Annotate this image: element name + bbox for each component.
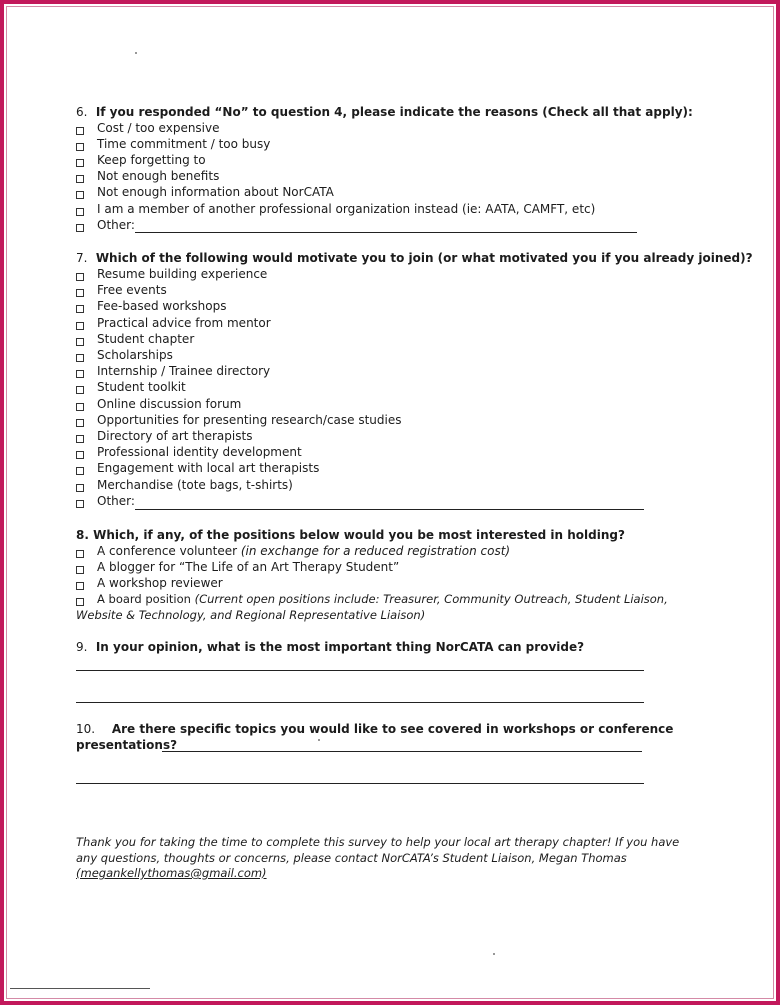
closing-line-2: any questions, thoughts or concerns, please contact NorCATA’s Student Liaison, Megan Thomas xyxy=(76,851,627,865)
option-q6-benefits: Not enough benefits xyxy=(97,169,220,183)
option-q7-toolkit: Student toolkit xyxy=(97,380,186,394)
option-q6-time: Time commitment / too busy xyxy=(97,137,271,151)
question-7 xyxy=(76,251,753,265)
q9-answer-line-2[interactable] xyxy=(76,702,644,703)
checkbox-q6-time[interactable] xyxy=(76,143,84,151)
q6-other-line[interactable] xyxy=(135,232,637,233)
checkbox-q7-presenting[interactable] xyxy=(76,419,84,427)
checkbox-q8-blogger[interactable] xyxy=(76,566,84,574)
checkbox-q7-directory[interactable] xyxy=(76,435,84,443)
option-q6-other: Other: xyxy=(97,218,135,232)
checkbox-q7-workshops[interactable] xyxy=(76,305,84,313)
checkbox-q7-student-chapter[interactable] xyxy=(76,338,84,346)
option-q8-board-note-cont: Website & Technology, and Regional Representative Liaison) xyxy=(76,608,426,622)
option-q8-volunteer-note: (in exchange for a reduced registration cost) xyxy=(240,544,511,558)
question-7-text: Which of the following would motivate you to join (or what motivated you if you already joined)? xyxy=(95,251,753,265)
question-10-continued: presentations? xyxy=(76,738,178,752)
option-q8-board-note: (Current open positions include: Treasurer, Community Outreach, Student Liaison, xyxy=(194,592,668,606)
option-q7-other: Other: xyxy=(97,494,135,508)
scan-speck xyxy=(318,739,320,741)
option-q6-forgetting: Keep forgetting to xyxy=(97,153,206,167)
option-q7-mentor: Practical advice from mentor xyxy=(97,316,271,330)
option-q7-presenting: Opportunities for presenting research/case studies xyxy=(97,413,402,427)
checkbox-q6-benefits[interactable] xyxy=(76,175,84,183)
checkbox-q8-reviewer[interactable] xyxy=(76,582,84,590)
option-q7-free-events: Free events xyxy=(97,283,167,297)
option-q7-scholarships: Scholarships xyxy=(97,348,173,362)
option-q7-merchandise: Merchandise (tote bags, t-shirts) xyxy=(97,478,293,492)
option-q7-engagement: Engagement with local art therapists xyxy=(97,461,320,475)
bottom-edge-line xyxy=(10,988,150,989)
question-6-number: 6. xyxy=(76,105,88,119)
question-10-text: Are there specific topics you would like to see covered in workshops or conference xyxy=(111,722,674,736)
q7-other-line[interactable] xyxy=(135,509,644,510)
checkbox-q7-free-events[interactable] xyxy=(76,289,84,297)
checkbox-q7-engagement[interactable] xyxy=(76,467,84,475)
question-9 xyxy=(76,640,584,654)
checkbox-q7-mentor[interactable] xyxy=(76,322,84,330)
scan-speck xyxy=(493,953,495,955)
scan-speck xyxy=(135,52,137,54)
option-q6-cost: Cost / too expensive xyxy=(97,121,220,135)
q9-answer-line-1[interactable] xyxy=(76,670,644,671)
option-q8-blogger: A blogger for “The Life of an Art Therapy Student” xyxy=(97,560,400,574)
contact-email-link[interactable]: (megankellythomas@gmail.com) xyxy=(76,866,267,880)
option-q7-student-chapter: Student chapter xyxy=(97,332,195,346)
checkbox-q7-forum[interactable] xyxy=(76,403,84,411)
option-q8-board xyxy=(97,592,668,606)
option-q7-internship: Internship / Trainee directory xyxy=(97,364,271,378)
option-q6-information: Not enough information about NorCATA xyxy=(97,185,334,199)
q10-answer-line-1[interactable] xyxy=(162,751,642,752)
option-q8-volunteer xyxy=(97,544,510,558)
checkbox-q6-information[interactable] xyxy=(76,191,84,199)
option-q8-reviewer: A workshop reviewer xyxy=(97,576,223,590)
question-8: 8. Which, if any, of the positions below would you be most interested in holding? xyxy=(76,528,625,542)
option-q8-board-label: A board position xyxy=(97,592,191,606)
checkbox-q8-volunteer[interactable] xyxy=(76,550,84,558)
checkbox-q7-scholarships[interactable] xyxy=(76,354,84,362)
question-10 xyxy=(76,722,673,736)
checkbox-q7-merchandise[interactable] xyxy=(76,484,84,492)
question-9-number: 9. xyxy=(76,640,88,654)
closing-email-wrap xyxy=(76,866,267,880)
option-q7-workshops: Fee-based workshops xyxy=(97,299,227,313)
checkbox-q7-internship[interactable] xyxy=(76,370,84,378)
checkbox-q6-member[interactable] xyxy=(76,208,84,216)
option-q7-directory: Directory of art therapists xyxy=(97,429,253,443)
q10-answer-line-2[interactable] xyxy=(76,783,644,784)
checkbox-q7-identity[interactable] xyxy=(76,451,84,459)
checkbox-q6-forgetting[interactable] xyxy=(76,159,84,167)
question-10-number: 10. xyxy=(76,722,96,736)
checkbox-q6-other[interactable] xyxy=(76,224,84,232)
checkbox-q7-resume[interactable] xyxy=(76,273,84,281)
question-6 xyxy=(76,105,693,119)
option-q7-forum: Online discussion forum xyxy=(97,397,242,411)
option-q6-member: I am a member of another professional organization instead (ie: AATA, CAMFT, etc) xyxy=(97,202,596,216)
checkbox-q7-other[interactable] xyxy=(76,500,84,508)
checkbox-q6-cost[interactable] xyxy=(76,127,84,135)
option-q7-resume: Resume building experience xyxy=(97,267,268,281)
option-q8-volunteer-label: A conference volunteer xyxy=(97,544,238,558)
checkbox-q7-toolkit[interactable] xyxy=(76,386,84,394)
question-9-text: In your opinion, what is the most important thing NorCATA can provide? xyxy=(95,640,585,654)
closing-line-1: Thank you for taking the time to complete this survey to help your local art therapy chapter! If you have xyxy=(76,835,680,849)
checkbox-q8-board[interactable] xyxy=(76,598,84,606)
option-q7-identity: Professional identity development xyxy=(97,445,302,459)
question-6-text: If you responded “No” to question 4, please indicate the reasons (Check all that apply): xyxy=(95,105,693,119)
question-7-number: 7. xyxy=(76,251,88,265)
